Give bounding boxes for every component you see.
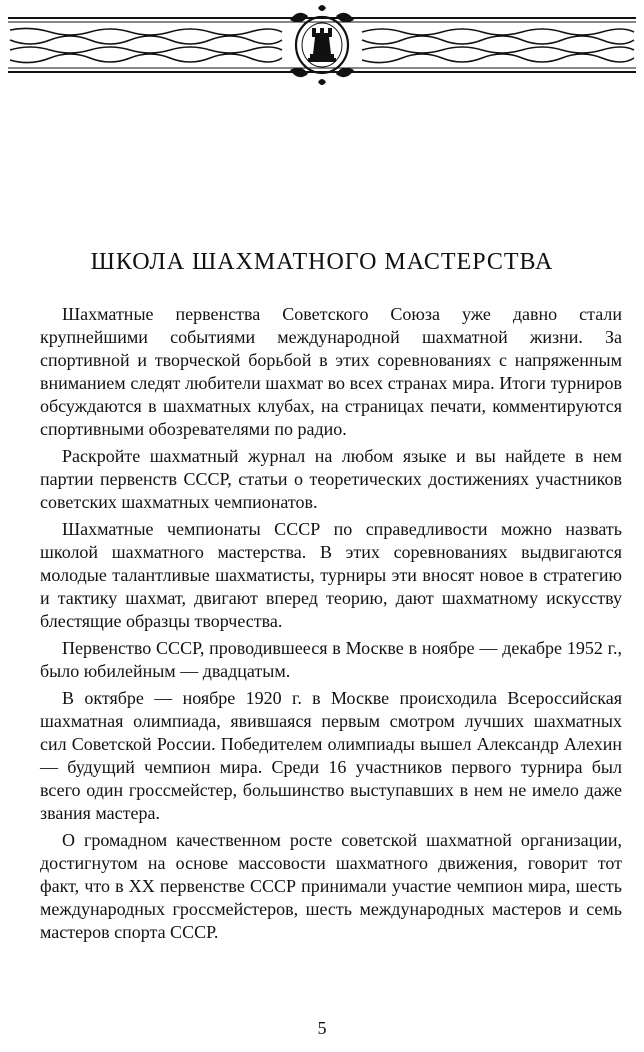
paragraph: Шахматные чемпионаты СССР по справедливости можно назвать школой шахматного мастерства. В этих соревнованиях выдвигаются молодые талантливые шахматисты, турниры эти вносят новое в стратегию и тактику шахмат, двигают вперед теорию, дают шахматному искусству блестящие образцы творчества. <box>40 519 622 631</box>
paragraph: Шахматные первенства Советского Союза уже давно стали крупнейшими событиями международной шахматной жизни. За спортивной и творческой борьбой в этих соревнованиях с напряженным вниманием следят любители шахмат во всех странах мира. Итоги турниров обсуждаются в шахматных клубах, на страницах печати, комментируются спортивными обозревателями по радио. <box>40 304 622 439</box>
paragraph: Раскройте шахматный журнал на любом языке и вы найдете в нем партии первенств СССР, статьи о теоретических достижениях участников советских шахматных чемпионатов. <box>40 446 622 512</box>
rook-icon <box>308 28 336 62</box>
body-text <box>40 303 622 948</box>
paragraph: В октябре — ноябре 1920 г. в Москве происходила Всероссийская шахматная олимпиада, явившаяся первым смотром лучших шахматных сил Советской России. Победителем олимпиады вышел Александр Алехин — будущий чемпион мира. Среди 16 участников первого турнира был всего один гроссмейстер, большинство выступавших в нем не имело даже звания мастера. <box>40 688 622 823</box>
chapter-title: ШКОЛА ШАХМАТНОГО МАСТЕРСТВА <box>90 249 554 276</box>
header-ornament <box>0 0 644 90</box>
paragraph: О громадном качественном росте советской шахматной организации, достигнутом на основе массовости шахматного движения, говорит тот факт, что в XX первенстве СССР принимали участие чемпион мира, шесть международных гроссмейстеров, шесть международных мастеров и семь мастеров спорта СССР. <box>40 830 622 942</box>
page-number: 5 <box>317 1018 327 1038</box>
paragraph: Первенство СССР, проводившееся в Москве в ноябре — декабре 1952 г., было юбилейным — двадцатым. <box>40 638 622 681</box>
